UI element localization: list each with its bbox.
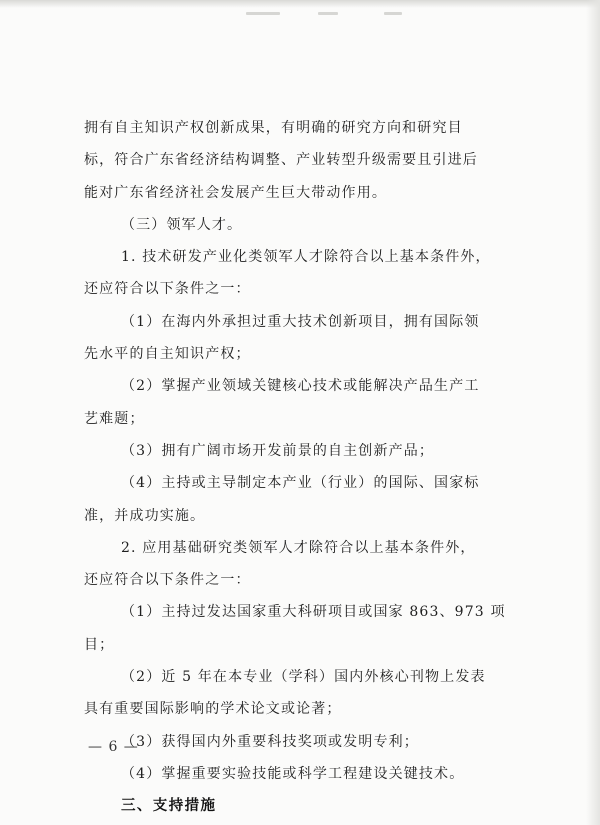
body-line: 拥有自主知识产权创新成果，有明确的研究方向和研究目 [84, 120, 463, 136]
list-item-line: 具有重要国际影响的学术论文或论著； [84, 701, 342, 718]
list-item-line: 先水平的自主知识产权； [84, 346, 251, 363]
list-item-line: （4）掌握重要实验技能或科学工程建设关键技术。 [121, 765, 465, 782]
body-line: 还应符合以下条件之一： [84, 281, 251, 298]
list-item-line: 艺难题； [84, 410, 145, 427]
list-item-line: （2）掌握产业领域关键核心技术或能解决产品生产工 [121, 378, 480, 395]
page-number: — 6 — [88, 739, 139, 755]
body-line: 能对广东省经济社会发展产生巨大带动作用。 [84, 184, 387, 201]
bleed-mark [384, 12, 402, 15]
list-item-line: （4）主持或主导制定本产业（行业）的国际、国家标 [121, 475, 480, 492]
list-item-line: （2）近 5 年在本专业（学科）国内外核心刊物上发表 [121, 669, 486, 686]
list-item-line: 准，并成功实施。 [84, 507, 206, 524]
section-subheading: （三）领军人才。 [121, 216, 243, 233]
body-line: 2. 应用基础研究类领军人才除符合以上基本条件外， [121, 539, 476, 556]
list-item-line: （1）在海内外承担过重大技术创新项目，拥有国际领 [121, 313, 480, 330]
body-line: 1. 技术研发产业化类领军人才除符合以上基本条件外， [121, 249, 491, 266]
list-item-line: （3）拥有广阔市场开发前景的自主创新产品； [121, 442, 435, 459]
body-line: 标，符合广东省经济结构调整、产业转型升级需要且引进后 [84, 152, 478, 169]
document-body [84, 112, 524, 823]
scan-right-shadow [586, 0, 600, 825]
bleed-mark [318, 12, 338, 15]
bleed-through-marks [0, 10, 600, 20]
list-item-line: （1）主持过发达国家重大科研项目或国家 863、973 项 [121, 604, 506, 621]
bleed-mark [246, 12, 280, 15]
body-line: 还应符合以下条件之一： [84, 572, 251, 589]
scan-top-shadow [0, 0, 600, 8]
list-item-line: 目； [84, 636, 115, 653]
list-item-line: （3）获得国内外重要科技奖项或发明专利； [121, 733, 419, 750]
section-heading: 三、支持措施 [121, 798, 217, 815]
